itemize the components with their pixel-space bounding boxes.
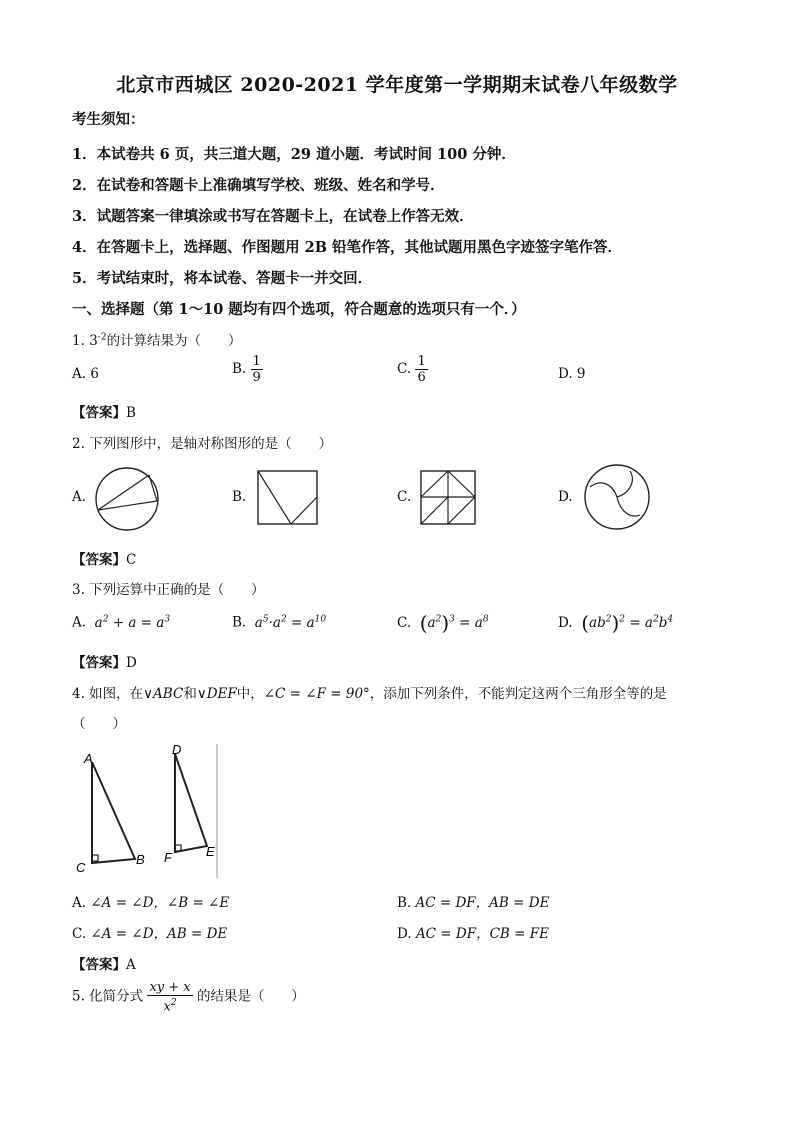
q4-label-d: D xyxy=(172,742,182,757)
q4-option-d-text: AC = DF，CB = FE xyxy=(415,926,549,942)
answer-tag: 【答案】 xyxy=(72,552,126,568)
q3-option-d-label: D. xyxy=(558,615,573,631)
q4-label-e: E xyxy=(206,844,215,859)
q4-option-a-label: A. xyxy=(72,895,87,911)
question-4 xyxy=(72,682,667,702)
q1-answer xyxy=(72,401,136,421)
q1-option-c xyxy=(397,354,428,385)
question-1 xyxy=(72,329,242,349)
q4-label-f: F xyxy=(164,850,172,865)
notice-item-4: 4．在答题卡上，选择题、作图题用 2B 铅笔作答，其他试题用黑色字迹签字笔作答． xyxy=(72,239,623,256)
q4-stem-paren: （ ） xyxy=(72,716,126,732)
q4-option-b xyxy=(397,891,549,911)
q3-b-expression: $a^5\cdot a^2 = a^{10}$ xyxy=(250,614,327,631)
q1-answer-value: B xyxy=(126,405,136,421)
question-5 xyxy=(72,980,305,1014)
q3-option-b xyxy=(232,614,326,631)
q3-a-expression: $a^2 + a = a^3$ xyxy=(90,614,171,631)
q1-base: 3 xyxy=(89,333,98,349)
notice-item-3: 3．试题答案一律填涂或书写在答题卡上，在试卷上作答无效． xyxy=(72,208,474,225)
q4-option-a xyxy=(72,891,229,911)
answer-tag: 【答案】 xyxy=(72,957,126,973)
page-title: 北京市西城区 2020-2021 学年度第一学期期末试卷八年级数学 xyxy=(116,74,678,96)
q1-option-d: D. 9 xyxy=(558,366,586,382)
q4-stem-mid: 中， xyxy=(236,686,264,702)
q4-label-c: C xyxy=(76,860,86,875)
q4-stem-post: ，添加下列条件，不能判定这两个三角形全等的是 xyxy=(369,686,667,702)
q2-figure-d xyxy=(582,463,652,531)
q3-d-expression: $(ab^2)^2 = a^2b^4$ xyxy=(581,611,674,635)
q1-option-c-label: C. xyxy=(397,361,412,377)
q4-option-b-label: B. xyxy=(397,895,412,911)
q1-option-b-label: B. xyxy=(232,361,247,377)
q2-option-c: C. xyxy=(397,489,412,505)
q4-condition: ∠C = ∠F = 90° xyxy=(263,686,370,702)
q2-figure-c xyxy=(419,469,479,527)
q4-option-d xyxy=(397,922,549,942)
q4-label-a: A xyxy=(84,751,93,766)
notice-item-2: 2．在试卷和答题卡上准确填写学校、班级、姓名和学号． xyxy=(72,177,445,194)
q4-triangle-abc: ∨ABC xyxy=(143,686,184,702)
q2-figure-b xyxy=(256,469,320,527)
q2-option-d: D. xyxy=(558,489,573,505)
q1-option-c-fraction xyxy=(415,354,427,385)
q5-fraction xyxy=(147,980,192,1014)
notice-item-5: 5．考试结束时，将本试卷、答题卡一并交回． xyxy=(72,270,373,287)
q3-option-c-label: C. xyxy=(397,615,412,631)
answer-tag: 【答案】 xyxy=(72,655,126,671)
q4-option-a-text: ∠A = ∠D，∠B = ∠E xyxy=(90,895,230,911)
q4-stem-and: 和 xyxy=(183,686,197,702)
q2-answer-value: C xyxy=(126,552,137,568)
q1-c-numerator: 1 xyxy=(417,354,426,369)
q1-c-denominator: 6 xyxy=(417,370,426,385)
q1-option-b xyxy=(232,354,263,385)
q4-stem-pre: 4. 如图，在 xyxy=(72,686,144,702)
notice-heading: 考生须知： xyxy=(72,111,145,128)
q3-answer xyxy=(72,651,137,671)
q2-option-b: B. xyxy=(232,489,247,505)
q4-option-c-text: ∠A = ∠D，AB = DE xyxy=(90,926,228,942)
q1-stem: 的计算结果为（ ） xyxy=(106,333,242,349)
q5-den-base: x xyxy=(163,999,171,1015)
q4-figure xyxy=(72,742,222,882)
answer-tag: 【答案】 xyxy=(72,405,126,421)
q4-option-c-label: C. xyxy=(72,926,87,942)
q3-option-a xyxy=(72,614,170,631)
q1-b-denominator: 9 xyxy=(252,370,261,385)
q5-stem-pre: 5. 化简分式 xyxy=(72,988,144,1005)
q2-answer xyxy=(72,548,136,568)
q2-figure-a xyxy=(94,466,160,532)
q1-power xyxy=(89,333,106,349)
q4-option-b-text: AC = DF，AB = DE xyxy=(415,895,550,911)
q3-answer-value: D xyxy=(126,655,137,671)
q4-answer-value: A xyxy=(126,957,136,973)
question-3: 3. 下列运算中正确的是（ ） xyxy=(72,582,265,598)
q5-stem-post: 的结果是（ ） xyxy=(196,988,305,1005)
q1-number: 1. xyxy=(72,333,85,349)
q5-numerator: xy + x xyxy=(149,980,191,995)
q1-option-b-fraction xyxy=(251,354,263,385)
q3-option-b-label: B. xyxy=(232,614,247,631)
q4-option-c xyxy=(72,922,227,942)
q1-exponent: -2 xyxy=(97,332,107,343)
q3-c-expression: $(a^2)^3 = a^8$ xyxy=(419,611,489,635)
q3-option-d xyxy=(558,611,673,635)
q4-label-b: B xyxy=(136,852,145,867)
q4-answer xyxy=(72,953,136,973)
question-2: 2. 下列图形中，是轴对称图形的是（ ） xyxy=(72,436,333,452)
q4-triangle-def: ∨DEF xyxy=(196,686,237,702)
q5-denominator xyxy=(147,996,192,1014)
q3-option-c xyxy=(397,611,489,635)
q3-option-a-label: A. xyxy=(72,614,87,631)
q1-b-numerator: 1 xyxy=(252,354,261,369)
q4-option-d-label: D. xyxy=(397,926,412,942)
q2-option-a: A. xyxy=(72,489,87,505)
notice-item-1: 1．本试卷共 6 页，共三道大题，29 道小题．考试时间 100 分钟． xyxy=(72,146,516,163)
q1-option-a: A. 6 xyxy=(72,366,99,382)
q5-den-exp: 2 xyxy=(170,998,177,1008)
section-heading: 一、选择题（第 1～10 题均有四个选项，符合题意的选项只有一个．） xyxy=(72,301,526,318)
